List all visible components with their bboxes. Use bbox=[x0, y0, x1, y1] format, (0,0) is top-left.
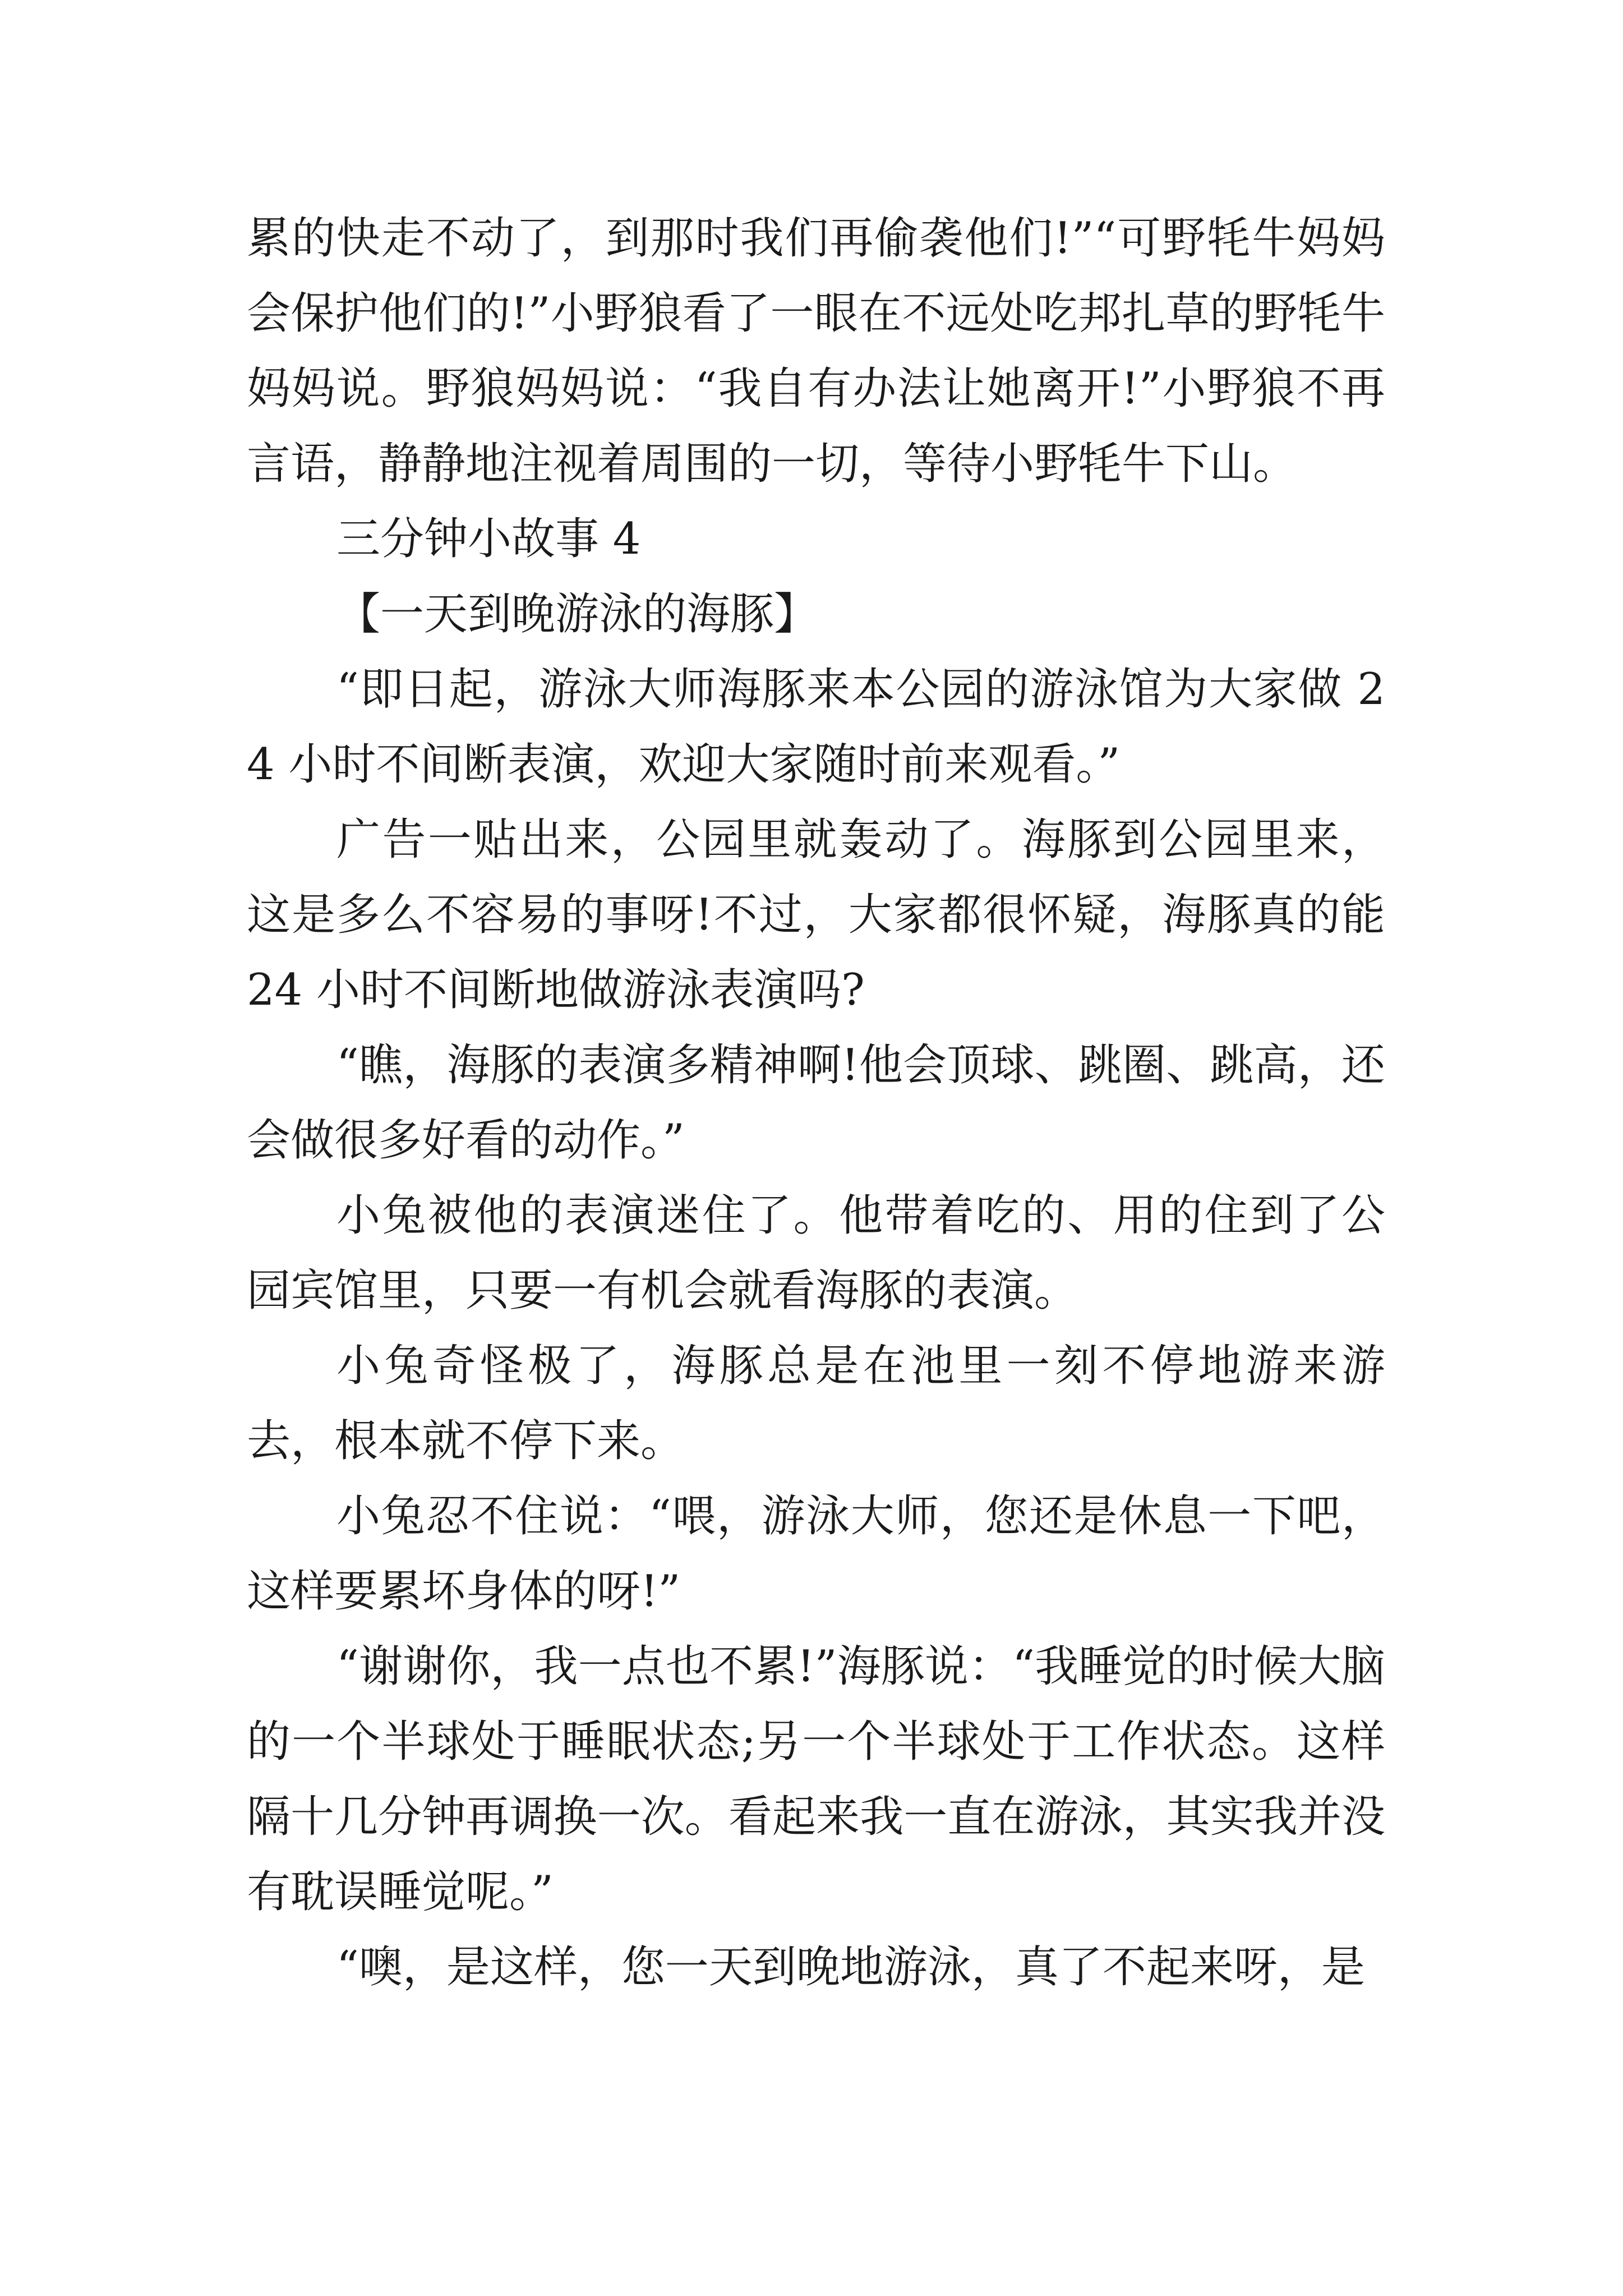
paragraph: “噢，是这样，您一天到晚地游泳，真了不起来呀，是 bbox=[336, 1942, 1365, 1993]
paragraph: 广告一贴出来，公园里就轰动了。海豚到公园里来，这是多么不容易的事呀!不过，大家都很怀疑，海豚真的能 24 小时不间断地做游泳表演吗? bbox=[247, 815, 1385, 1015]
story-text bbox=[247, 201, 1385, 2005]
story-title: 三分钟小故事 4 bbox=[336, 514, 641, 564]
paragraph: 小兔被他的表演迷住了。他带着吃的、用的住到了公园宾馆里，只要一有机会就看海豚的表演。 bbox=[247, 1190, 1385, 1316]
paragraph: “瞧，海豚的表演多精神啊!他会顶球、跳圈、跳高，还会做很多好看的动作。” bbox=[247, 1040, 1385, 1166]
paragraph: “谢谢你，我一点也不累!”海豚说：“我睡觉的时候大脑的一个半球处于睡眠状态;另一个半球处于工作状态。这样隔十几分钟再调换一次。看起来我一直在游泳，其实我并没有耽误睡觉呢。” bbox=[247, 1641, 1385, 1917]
paragraph: “即日起，游泳大师海豚来本公园的游泳馆为大家做 24 小时不间断表演，欢迎大家随时前来观看。” bbox=[247, 664, 1385, 790]
story-subtitle: 【一天到晚游泳的海豚】 bbox=[336, 589, 818, 639]
paragraph: 小兔忍不住说：“喂，游泳大师，您还是休息一下吧，这样要累坏身体的呀!” bbox=[247, 1491, 1385, 1617]
paragraph: 累的快走不动了，到那时我们再偷袭他们!”“可野牦牛妈妈会保护他们的!”小野狼看了一眼在不远处吃邦扎草的野牦牛妈妈说。野狼妈妈说：“我自有办法让她离开!”小野狼不再言语，静静地注视着周围的一切，等待小野牦牛下山。 bbox=[247, 213, 1385, 489]
paragraph: 小兔奇怪极了，海豚总是在池里一刻不停地游来游去，根本就不停下来。 bbox=[247, 1341, 1385, 1466]
